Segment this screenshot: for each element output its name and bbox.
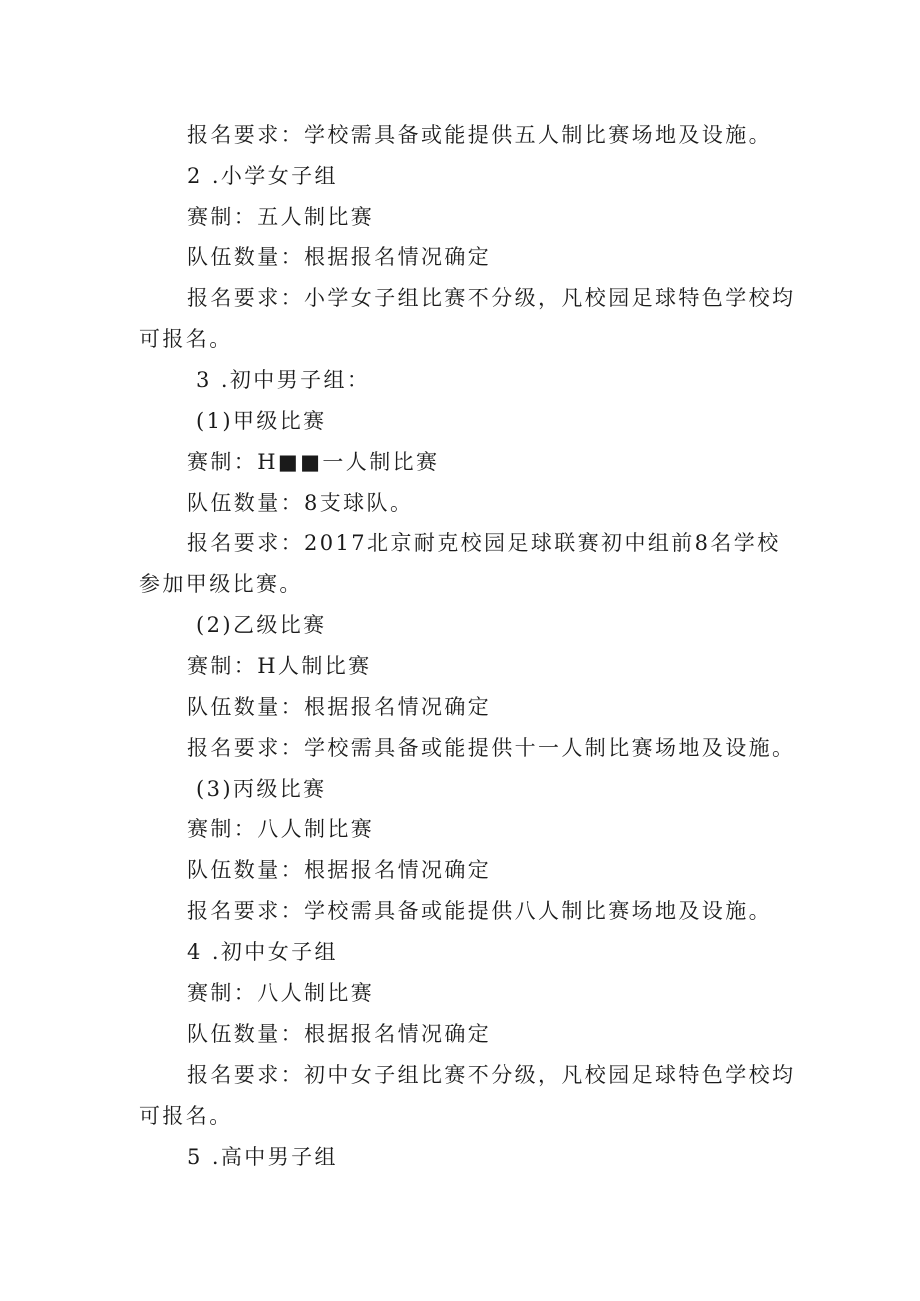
text-line: 赛制：H■■一人制比赛 (187, 450, 440, 474)
section-heading: 2 .小学女子组 (187, 164, 338, 188)
text-line: 队伍数量：根据报名情况确定 (187, 1022, 492, 1046)
text-line: 赛制：八人制比赛 (187, 981, 375, 1005)
text-line-continued: 可报名。 (139, 1104, 233, 1128)
text-line: 报名要求：学校需具备或能提供十一人制比赛场地及设施。 (187, 736, 796, 760)
text-line: 队伍数量：8支球队。 (187, 491, 414, 515)
text-line: 赛制：八人制比赛 (187, 817, 375, 841)
text-line: 报名要求：学校需具备或能提供五人制比赛场地及设施。 (187, 123, 772, 147)
subsection-heading: (2)乙级比赛 (196, 613, 327, 637)
text-line: 赛制：五人制比赛 (187, 205, 375, 229)
text-line: 队伍数量：根据报名情况确定 (187, 245, 492, 269)
text-line: 赛制：H人制比赛 (187, 654, 372, 678)
text-line: 队伍数量：根据报名情况确定 (187, 695, 492, 719)
text-line: 队伍数量：根据报名情况确定 (187, 858, 492, 882)
section-heading: 3 .初中男子组： (196, 368, 371, 392)
text-line: 报名要求：小学女子组比赛不分级，凡校园足球特色学校均 (187, 286, 796, 310)
text-line-continued: 参加甲级比赛。 (139, 572, 303, 596)
subsection-heading: (1)甲级比赛 (196, 409, 327, 433)
text-line: 报名要求：2017北京耐克校园足球联赛初中组前8名学校 (187, 531, 781, 555)
section-heading: 4 .初中女子组 (187, 940, 338, 964)
text-line: 报名要求：学校需具备或能提供八人制比赛场地及设施。 (187, 899, 772, 923)
text-line-continued: 可报名。 (139, 327, 233, 351)
text-line: 报名要求：初中女子组比赛不分级，凡校园足球特色学校均 (187, 1063, 796, 1087)
subsection-heading: (3)丙级比赛 (196, 777, 327, 801)
section-heading: 5 .高中男子组 (187, 1145, 338, 1169)
